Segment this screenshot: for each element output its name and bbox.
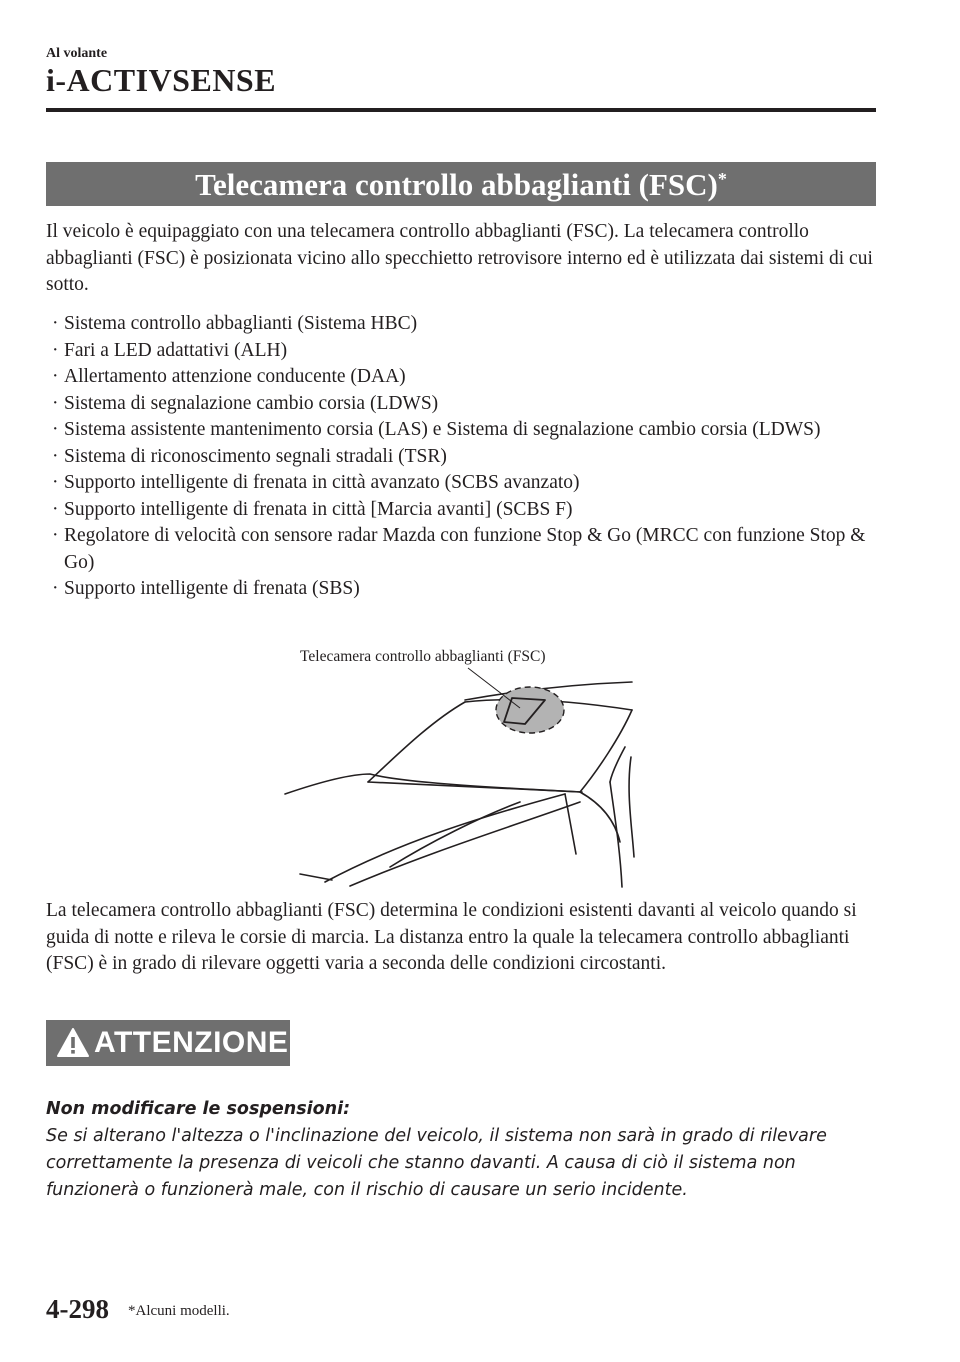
section-title-marker: * bbox=[717, 169, 727, 189]
list-item bbox=[46, 311, 876, 338]
list-item bbox=[46, 364, 876, 391]
bullet-dot: · bbox=[52, 366, 59, 387]
list-item-text: Supporto intelligente di frenata in città avanzato (SCBS avanzato) bbox=[64, 472, 580, 493]
bullet-dot: · bbox=[52, 578, 59, 599]
list-item-text: Regolatore di velocità con sensore radar Mazda con funzione Stop & Go (MRCC con funzione Stop & Go) bbox=[64, 525, 866, 573]
list-item bbox=[46, 417, 876, 444]
warning-triangle-icon bbox=[56, 1026, 90, 1060]
list-item bbox=[46, 391, 876, 418]
list-item-text: Supporto intelligente di frenata in città [Marcia avanti] (SCBS F) bbox=[64, 498, 573, 520]
bullet-dot: · bbox=[52, 445, 59, 467]
header-section: Al volante bbox=[46, 46, 108, 61]
section-title: Telecamera controllo abbaglianti (FSC) bbox=[195, 167, 718, 202]
section-title-bar bbox=[46, 162, 876, 206]
list-item bbox=[46, 576, 876, 603]
list-item-text: Sistema di riconoscimento segnali stradali (TSR) bbox=[64, 445, 447, 467]
page-number: 4-298 bbox=[46, 1294, 109, 1324]
systems-list bbox=[46, 311, 876, 603]
bullet-dot: · bbox=[52, 392, 59, 414]
list-item-text: Supporto intelligente di frenata (SBS) bbox=[64, 578, 360, 599]
list-item bbox=[46, 470, 876, 497]
body-paragraph: La telecamera controllo abbaglianti (FSC) determina le condizioni esistenti davanti al veicolo quando si guida di notte e rileva le corsie di marcia. La distanza entro la quale la telecamera controllo abbaglianti (FSC) è in grado di rilevare oggetti varia a seconda delle condizioni circostanti. bbox=[46, 900, 857, 974]
bullet-dot: · bbox=[52, 419, 59, 440]
bullet-dot: · bbox=[52, 339, 59, 361]
bullet-dot: · bbox=[52, 525, 59, 546]
intro-paragraph: Il veicolo è equipaggiato con una telecamera controllo abbaglianti (FSC). La telecamera controllo abbaglianti (FSC) è posizionata vicino allo specchietto retrovisore interno ed è utilizzata dai sistemi di cui sotto. bbox=[46, 221, 873, 295]
list-item-text: Sistema assistente mantenimento corsia (LAS) e Sistema di segnalazione cambio corsia (LDWS) bbox=[64, 419, 821, 440]
list-item-text: Sistema di segnalazione cambio corsia (LDWS) bbox=[64, 392, 439, 414]
warning-label: ATTENZIONE bbox=[94, 1026, 289, 1059]
header-chapter: i-ACTIVSENSE bbox=[46, 62, 277, 98]
list-item bbox=[46, 523, 876, 576]
bullet-dot: · bbox=[52, 472, 59, 493]
figure-label: Telecamera controllo abbaglianti (FSC) bbox=[300, 648, 546, 665]
windshield-camera-figure bbox=[280, 642, 640, 892]
warning-text: Se si alterano l'altezza o l'inclinazione del veicolo, il sistema non sarà in grado di rilevare correttamente la presenza di veicoli che stanno davanti. A causa di ciò il sistema non funzionerà o funzionerà male, con il rischio di causare un serio incidente. bbox=[46, 1126, 827, 1200]
warning-title: Non modificare le sospensioni: bbox=[46, 1099, 351, 1119]
warning-text-block bbox=[46, 1096, 876, 1204]
warning-banner bbox=[46, 1020, 290, 1066]
list-item bbox=[46, 444, 876, 471]
list-item-text: Fari a LED adattativi (ALH) bbox=[64, 339, 288, 361]
list-item bbox=[46, 338, 876, 365]
header-rule bbox=[46, 108, 876, 112]
footnote: *Alcuni modelli. bbox=[128, 1303, 230, 1319]
bullet-dot: · bbox=[52, 313, 59, 334]
list-item-text: Allertamento attenzione conducente (DAA) bbox=[64, 366, 406, 387]
bullet-dot: · bbox=[52, 498, 59, 520]
list-item bbox=[46, 497, 876, 524]
list-item-text: Sistema controllo abbaglianti (Sistema HBC) bbox=[64, 313, 418, 334]
